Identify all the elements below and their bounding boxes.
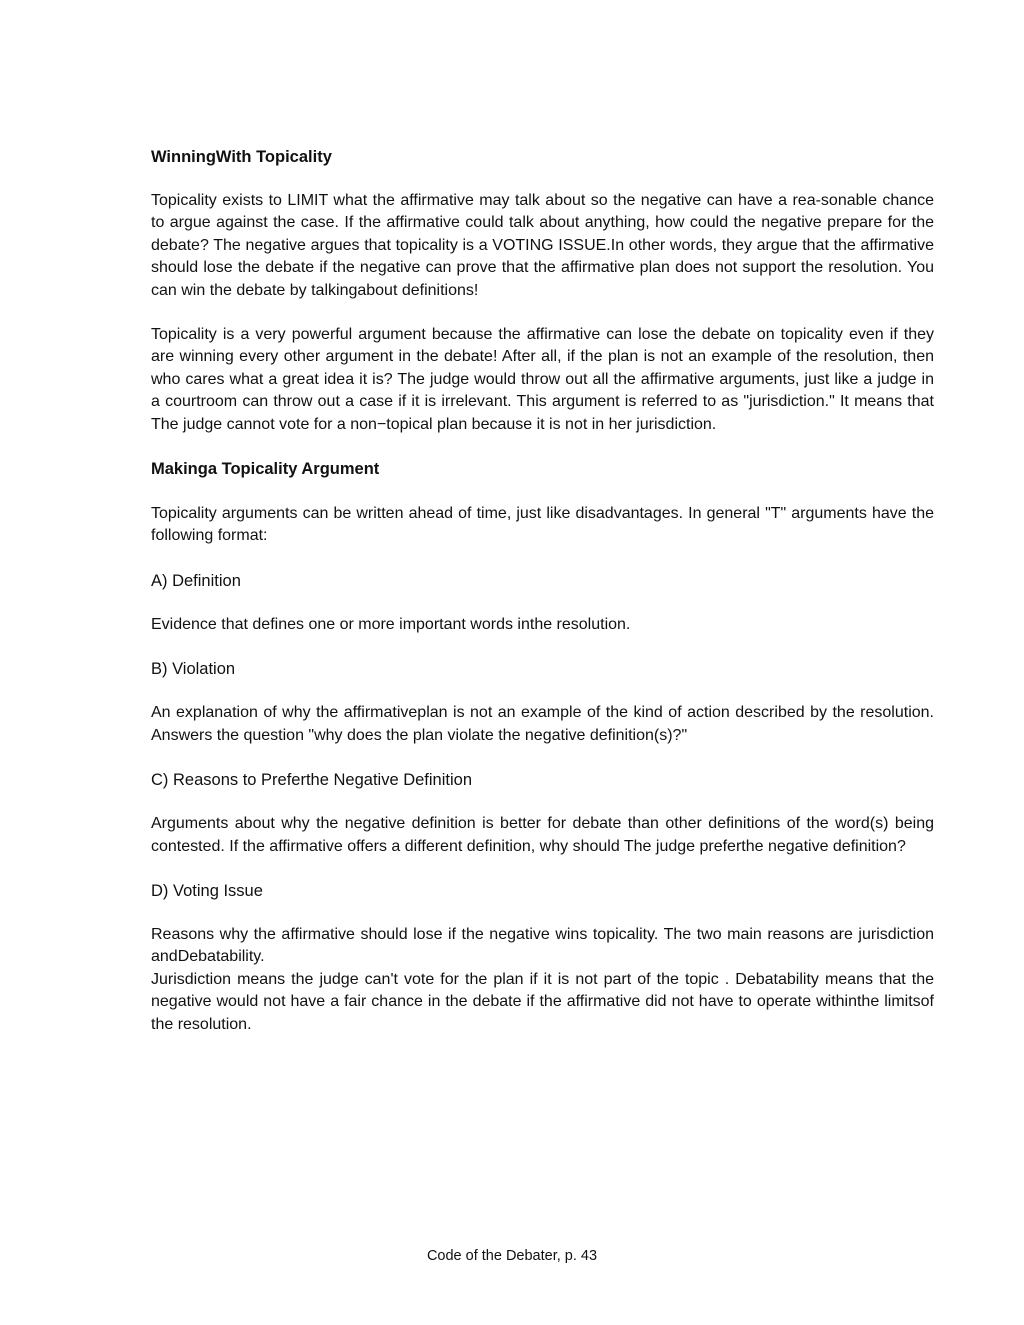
paragraph-topicality-powerful: Topicality is a very powerful argument because the affirmative can lose the debate on topicality even if they are winning every other argument in the debate! After all, if the plan is not an example of the resolution, then who cares what a great idea it is? The judge would throw out all the affirmative arguments, just like a judge in a courtroom can throw out a case if it is irrelevant. This argument is referred to as "jurisdiction." It means that The judge cannot vote for a non−topical plan because it is not in her jurisdiction. (151, 326, 934, 433)
item-label-voting-issue: D) Voting Issue (151, 881, 263, 900)
paragraph-t-format-intro: Topicality arguments can be written ahead of time, just like disadvantages. In general "T" arguments have the following format: (151, 505, 934, 545)
item-label-violation: B) Violation (151, 660, 236, 679)
section-heading-winning-with-topicality: WinningWith Topicality (151, 148, 332, 166)
page-content (151, 146, 934, 1036)
paragraph-topicality-limit: Topicality exists to LIMIT what the affirmative may talk about so the negative can have a rea-sonable chance to argue against the case. If the affirmative could talk about anything, how could the negative prepare for the debate? The negative argues that topicality is a VOTING ISSUE.In other words, they argue that the affirmative should lose the debate if the negative can prove that the affirmative plan does not support the resolution. You can win the debate by talkingabout definitions! (151, 192, 934, 299)
item-label-definition: A) Definition (151, 571, 241, 590)
item-text-violation: An explanation of why the affirmativeplan is not an example of the kind of action described by the resolution. Answers the question "why does the plan violate the negative definition(s)?" (151, 704, 934, 744)
item-text-definition: Evidence that defines one or more important words inthe resolution. (151, 615, 631, 633)
item-text-reasons-to-prefer: Arguments about why the negative definition is better for debate than other definitions of the word(s) being contested. If the affirmative offers a different definition, why should The judge preferthe negative definition? (151, 815, 934, 855)
section-heading-making-topicality-argument: Makinga Topicality Argument (151, 460, 380, 479)
item-text-jurisdiction-debatability: Jurisdiction means the judge can't vote for the plan if it is not part of the topic . Debatability means that the negative would not have a fair chance in the debate if the affirmative did not have to operate withinthe limitsof the resolution. (151, 970, 934, 1033)
item-text-voting-issue: Reasons why the affirmative should lose if the negative wins topicality. The two main reasons are jurisdiction andDebatability. (151, 925, 934, 966)
item-label-reasons-to-prefer: C) Reasons to Preferthe Negative Definition (151, 771, 472, 790)
page-footer: Code of the Debater, p. 43 (426, 1248, 598, 1264)
